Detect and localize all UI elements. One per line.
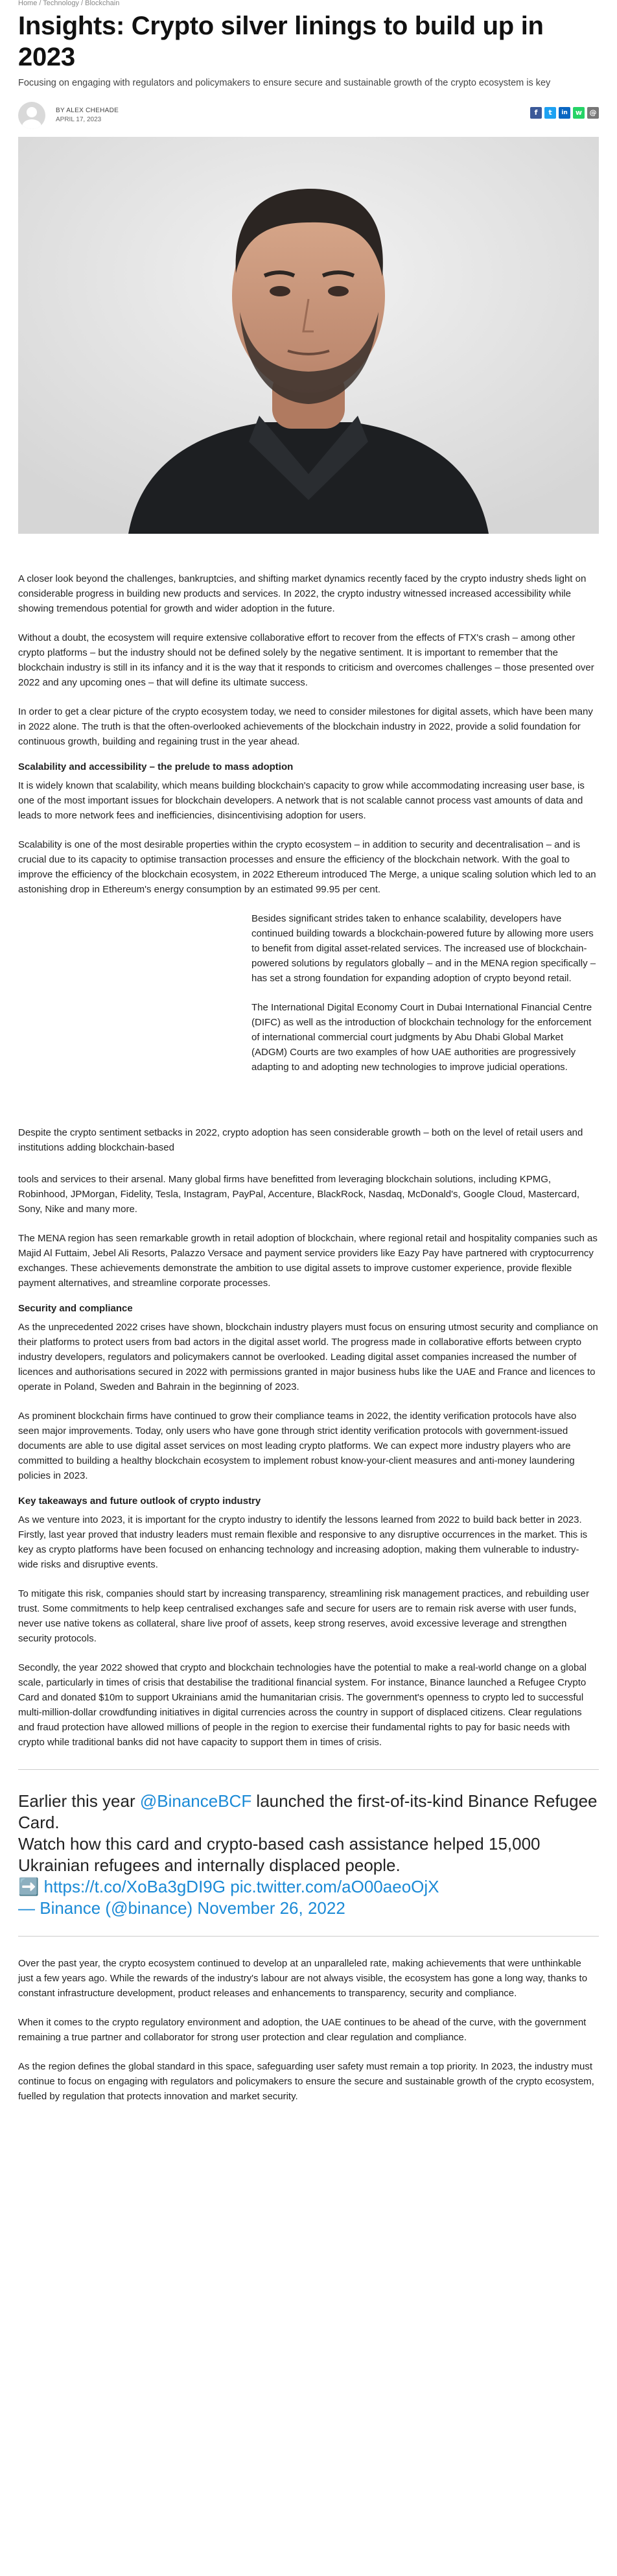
avatar[interactable] — [18, 102, 45, 129]
author-name[interactable]: BY ALEX CHEHADE — [56, 107, 119, 114]
article-closing — [18, 1956, 599, 2104]
paragraph: As the unprecedented 2022 crises have shown, blockchain industry players must focus on ensuring utmost security and compliance on their platforms to protect users from bad actors in the digital asset world. The progress made in collaborative efforts between crypto industry developers, regulators and policymakers cannot be overlooked. Leading digital asset companies increased the number of licences and authorisations secured in 2022 with permissions granted in major business hubs like the UAE and France and licences to operate in Poland, Sweden and Bahrain in the beginning of 2023. — [18, 1322, 598, 1392]
tweet-line-1 — [18, 1791, 599, 1833]
hero-portrait-image — [18, 137, 599, 534]
tweet-author: — Binance (@binance) — [18, 1898, 198, 1918]
paragraph: As we venture into 2023, it is important for the crypto industry to identify the lessons learned from 2022 to build back better in 2023. Firstly, last year proved that industry leaders must remain flexible and responsive to any disruptive occurrences in the market. This is key as crypto platforms have been focused on enhancing technology and increasing adoption, making them vulnerable to industry-wide risks and disruptive events. — [18, 1514, 588, 1570]
embed-placeholder — [18, 911, 251, 1125]
section-heading: Scalability and accessibility – the prelude to mass adoption — [18, 761, 294, 772]
paragraph: When it comes to the crypto regulatory environment and adoption, the UAE continues to be ahead of the curve, with the government remaining a true partner and collaborator for strong user protection and clear regulation and compliance. — [18, 2017, 587, 2043]
paragraph: It is widely known that scalability, which means building blockchain's capacity to grow while accommodating increasing user base, is one of the most important issues for blockchain developers. A network that is not scalable cannot process vast amounts of data and leads to more network fees and inefficiencies, disincentivising adoption for users. — [18, 780, 585, 821]
embedded-tweet — [18, 1769, 599, 1937]
tweet-text: Earlier this year — [18, 1791, 140, 1811]
email-share-icon[interactable]: @ — [587, 107, 599, 119]
paragraph: tools and services to their arsenal. Many global firms have benefitted from leveraging blockchain solutions, including KPMG, Robinhood, JPMorgan, Fidelity, Tesla, Instagram, PayPal, Accenture, BlackRock, Nasdaq, McDonald's, Google Cloud, Mastercard, Sony, Nike and many more. — [18, 1174, 580, 1215]
tweet-line-2: Watch how this card and crypto-based cash assistance helped 15,000 Ukrainian refugees and internally displaced people. — [18, 1834, 541, 1875]
facebook-share-icon[interactable]: f — [530, 107, 542, 119]
paragraph: Scalability is one of the most desirable properties within the crypto ecosystem – in addition to security and decentralisation – and is crucial due to its capacity to optimise transaction processes and ensure the efficiency of the blockchain network. With the goal to improve the efficiency of the blockchain ecosystem, in 2022 Ethereum introduced The Merge, a unique scaling solution which led to an astonishing drop in Ethereum's energy consumption by an estimated 99.95 per cent. — [18, 839, 596, 895]
paragraph: In order to get a clear picture of the crypto ecosystem today, we need to consider milestones for digital assets, which have been many in 2022 alone. The truth is that the often-overlooked achievements of the blockchain industry in 2022, provide a solid foundation for continuous growth, building and regaining trust in the year ahead. — [18, 706, 593, 747]
section-heading: Key takeaways and future outlook of crypto industry — [18, 1496, 261, 1507]
page-title: Insights: Crypto silver linings to build up in 2023 — [18, 12, 544, 71]
twitter-share-icon[interactable]: t — [544, 107, 556, 119]
paragraph: Secondly, the year 2022 showed that crypto and blockchain technologies have the potential to make a real-world change on a global scale, particularly in times of crisis that destabilise the traditional financial system. For instance, Binance launched a Refugee Crypto Card and donated $10m to support Ukrainians amid the humanitarian crisis. The government's openness to crypto led to successful multi-million-dollar crowdfunding initiatives in digital currencies across the country in support of displaced citizens. Clear regulations and fraud protection have allowed millions of people in the region to exercise their fundamental rights to pay for basic needs with crypto while traditional banks did not have capacity to support them in times of crisis. — [18, 1662, 587, 1748]
paragraph: As the region defines the global standard in this space, safeguarding user safety must remain a top priority. In 2023, the industry must continue to focus on engaging with regulators and policymakers to ensure the secure and sustainable growth of the crypto ecosystem, fuelled by regulation that protects innovation and market security. — [18, 2061, 594, 2102]
paragraph: A closer look beyond the challenges, bankruptcies, and shifting market dynamics recently faced by the crypto industry sheds light on considerable progress in building new products and services. In 2022, the crypto industry witnessed increased accessibility while showing tremendous potential for growth and wider adoption in the future. — [18, 573, 587, 614]
portrait-photo-icon — [18, 137, 599, 534]
article-page — [18, 0, 599, 2118]
tweet-url-link[interactable]: https://t.co/XoBa3gDI9G — [43, 1877, 226, 1896]
tweet-text: launched the first-of-its-kind Binance Refugee Card. — [18, 1791, 598, 1832]
paragraph: To mitigate this risk, companies should start by increasing transparency, streamlining risk management practices, and rebuilding user trust. Some commitments to help keep centralised exchanges safe and secure for users are to remain risk averse with user funds, never use native tokens as collateral, share live proof of assets, keep strong reserves, avoid excessive leverage and strengthen security protocols. — [18, 1588, 589, 1644]
tweet-pic-link[interactable]: pic.twitter.com/aO00aeoOjX — [230, 1877, 439, 1896]
article-body — [18, 571, 599, 1750]
share-bar — [530, 107, 599, 119]
arrow-right-icon: ➡️ — [18, 1877, 44, 1896]
paragraph: Besides significant strides taken to enhance scalability, developers have continued building towards a blockchain-powered future by allowing more users to benefit from digital asset-related services. The increased use of blockchain-powered solutions by regulators globally – and in the MENA region specifically – has set a strong foundation for expanding adoption of crypto beyond retail. — [251, 913, 596, 984]
tweet-mention-link[interactable]: @BinanceBCF — [139, 1791, 252, 1811]
whatsapp-share-icon[interactable]: w — [573, 107, 585, 119]
publish-date: APRIL 17, 2023 — [56, 116, 102, 123]
paragraph: The International Digital Economy Court in Dubai International Financial Centre (DIFC) as well as the introduction of blockchain technology for the enforcement of international commercial court judgments by Abu Dhabi Global Market (ADGM) Courts are two examples of how UAE authorities are progressively adapting to and adopting new technologies to improve judicial operations. — [251, 1002, 592, 1073]
tweet-line-3 — [18, 1876, 599, 1898]
section-heading: Security and compliance — [18, 1303, 133, 1314]
paragraph: Without a doubt, the ecosystem will require extensive collaborative effort to recover from the effects of FTX's crash – among other crypto platforms – but the industry should not be defined solely by the negative sentiment. It is important to remember that the blockchain industry is still in its infancy and it is the way that it responds to criticism and overcomes challenges – those presented over 2022 and any upcoming ones – that will define its ultimate success. — [18, 632, 594, 688]
paragraph: Over the past year, the crypto ecosystem continued to develop at an unparalleled rate, making achievements that were unthinkable just a few years ago. While the rewards of the industry's labour are not always visible, the ecosystem has gone a long way, thanks to constant infrastructure development, product releases and enhancements to transparency, security and compliance. — [18, 1958, 588, 1999]
linkedin-share-icon[interactable]: in — [559, 107, 570, 119]
paragraph: Despite the crypto sentiment setbacks in 2022, crypto adoption has seen considerable growth – both on the level of retail users and institutions adding blockchain-based — [18, 1127, 583, 1153]
article-meta — [18, 99, 599, 134]
paragraph: As prominent blockchain firms have continued to grow their compliance teams in 2022, the identity verification protocols have also seen major improvements. Today, only users who have gone through strict identity verification protocols with government-issued documents are able to use digital asset services on most leading crypto platforms. We can expect more industry players who are committed to building a healthy blockchain ecosystem to implement robust know-your-client measures and anti-money laundering policies in 2023. — [18, 1411, 577, 1481]
paragraph: The MENA region has seen remarkable growth in retail adoption of blockchain, where regional retail and hospitality companies such as Majid Al Futtaim, Jebel Ali Resorts, Palazzo Versace and payment service providers like Eazy Pay have partnered with cryptocurrency exchanges. These achievements demonstrate the ambition to use digital assets to improve customer experience, provide flexible payment alternatives, and streamline corporate processes. — [18, 1233, 598, 1289]
tweet-byline — [18, 1898, 599, 1919]
tweet-date-link[interactable]: November 26, 2022 — [197, 1898, 345, 1918]
article-subtitle: Focusing on engaging with regulators and policymakers to ensure secure and sustainable growth of the crypto ecosystem is key — [18, 78, 551, 88]
breadcrumb[interactable]: Home / Technology / Blockchain — [18, 0, 120, 7]
